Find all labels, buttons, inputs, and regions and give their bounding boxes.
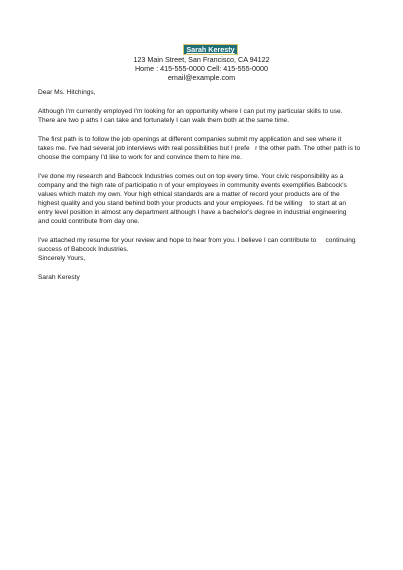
sender-phones: Home : 415-555-0000 Cell: 415-555-0000	[134, 64, 269, 73]
paragraph-3-line: and could contribute from day one.	[38, 218, 140, 225]
paragraph-3	[38, 172, 368, 226]
signature: Sarah Keresty	[38, 274, 80, 281]
letterhead	[0, 44, 403, 82]
paragraph-2-line: takes me. I've had several job interviews with real possibilities but I prefe r the other path. The other path is to	[38, 145, 361, 152]
paragraph-3-line: company and the high rate of participatio n of your employees in community events exemplifies Babcock's	[38, 182, 347, 189]
sender-email: email@example.com	[167, 73, 236, 82]
sender-name: Sarah Keresty	[183, 44, 237, 55]
paragraph-1-line: There are two p aths I can take and fortunately I can walk them both at the same time.	[38, 117, 290, 124]
paragraph-2-line: The first path is to follow the job openings at different companies submit my application and see where it	[38, 136, 342, 143]
paragraph-3-line: entry level position in almost any department although I have a bachelor's degree in industrial engineering	[38, 209, 347, 216]
paragraph-2	[38, 135, 368, 162]
salutation: Dear Ms. Hitchings,	[38, 89, 96, 96]
paragraph-3-line: highest quality and you stand behind both your products and your employees. I'd be willing to start at an	[38, 200, 347, 207]
paragraph-1-line: Although I'm currently employed I'm looking for an opportunity where I can put my particular skills to use.	[38, 108, 343, 115]
paragraph-3-line: values which match my own. Your high ethical standards are a matter of record your products are of the	[38, 191, 340, 198]
paragraph-1	[38, 107, 368, 125]
paragraph-4-line: I've attached my resume for your review and hope to hear from you. I believe I can contribute to continuing	[38, 237, 356, 244]
paragraph-2-line: choose the company I'd like to work for and convince them to hire me.	[38, 154, 242, 161]
paragraph-3-line: I've done my research and Babcock Industries comes out on top every time. Your civic responsibility as a	[38, 173, 344, 180]
sender-name-line	[0, 44, 403, 55]
letter-body	[38, 88, 368, 282]
paragraph-4-line: success of Babcock Industries.	[38, 246, 129, 253]
closing: Sincerely Yours,	[38, 255, 86, 262]
paragraph-4	[38, 236, 368, 254]
sender-address: 123 Main Street, San Francisco, CA 94122	[133, 55, 270, 64]
